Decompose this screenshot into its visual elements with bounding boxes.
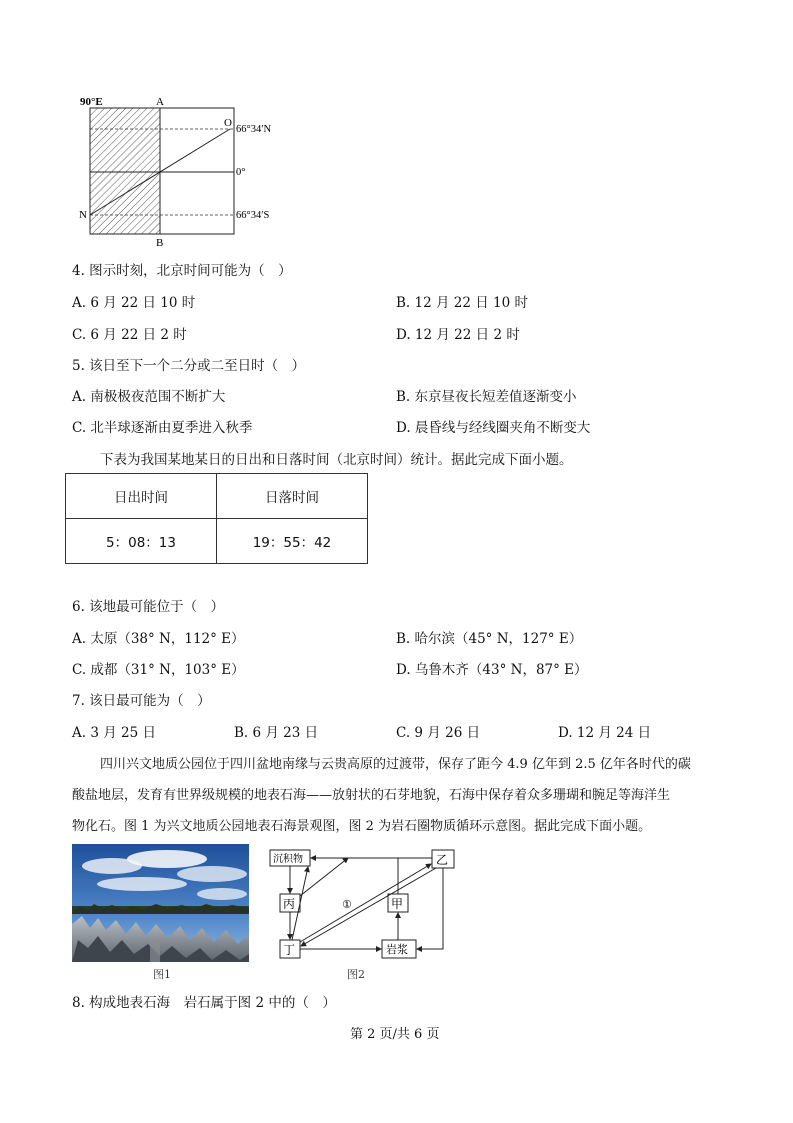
passage-line-3: 物化石。图 1 为兴文地质公园地表石海景观图，图 2 为岩石圈物质循环示意图。据此完成下面小题。 (72, 819, 652, 834)
question-4-stem: 4. 图示时刻，北京时间可能为（ ） (72, 263, 292, 279)
label-90e: 90°E (80, 96, 103, 108)
question-4-option-b: B. 12 月 22 日 10 时 (396, 295, 528, 311)
label-sediment: 沉积物 (273, 854, 303, 865)
label-equator: 0° (236, 167, 246, 178)
label-ding: 丁 (283, 943, 296, 957)
illumination-diagram (78, 92, 298, 252)
question-7-option-d: D. 12 月 24 日 (558, 725, 652, 741)
figure-1-caption: 图1 (153, 968, 171, 981)
question-5-option-c: C. 北半球逐渐由夏季进入秋季 (72, 420, 253, 436)
question-7-option-b: B. 6 月 23 日 (234, 725, 319, 741)
label-yi: 乙 (436, 853, 449, 867)
figure-2-caption: 图2 (347, 968, 365, 981)
label-bing: 丙 (283, 897, 296, 911)
question-5-option-b: B. 东京昼夜长短差值逐渐变小 (396, 389, 577, 405)
label-a: A (156, 96, 164, 108)
label-n: N (79, 209, 87, 221)
question-5-option-d: D. 晨昏线与经线圈夹角不断变大 (396, 420, 591, 436)
label-magma: 岩浆 (386, 943, 408, 956)
question-6-option-a: A. 太原（38° N，112° E） (72, 631, 245, 647)
table-cell-sunset: 19：55：42 (217, 519, 368, 564)
arrow-yi-to-magma (417, 868, 443, 949)
question-7-option-a: A. 3 月 25 日 (72, 725, 156, 741)
question-4-option-c: C. 6 月 22 日 2 时 (72, 327, 187, 343)
label-arctic-circle: 66°34′N (236, 124, 272, 135)
table-intro: 下表为我国某地某日的日出和日落时间（北京时间）统计。据此完成下面小题。 (100, 452, 573, 468)
table-header-sunset: 日落时间 (217, 474, 368, 519)
page-footer: 第 2 页/共 6 页 (350, 1027, 440, 1042)
question-4-option-d: D. 12 月 22 日 2 时 (396, 327, 520, 343)
question-6-option-c: C. 成都（31° N，103° E） (72, 662, 245, 678)
label-antarctic-circle: 66°34′S (236, 210, 270, 221)
label-o: O (224, 117, 232, 129)
question-8-stem: 8. 构成地表石海 岩石属于图 2 中的（ ） (72, 995, 336, 1011)
question-5-stem: 5. 该日至下一个二分或二至日时（ ） (72, 358, 306, 374)
passage-line-2: 酸盐地层，发育有世界级规模的地表石海——放射状的石芽地貌，石海中保存着众多珊瑚和腕足等海洋生 (72, 788, 671, 803)
table-header-sunrise: 日出时间 (66, 474, 217, 519)
sunrise-sunset-table (65, 473, 368, 564)
question-7-option-c: C. 9 月 26 日 (396, 725, 481, 741)
question-6-option-d: D. 乌鲁木齐（43° N，87° E） (396, 662, 588, 678)
question-6-stem: 6. 该地最可能位于（ ） (72, 599, 225, 615)
label-b: B (156, 237, 164, 249)
question-4-option-a: A. 6 月 22 日 10 时 (72, 295, 196, 311)
rock-cycle-diagram (268, 846, 458, 982)
table-cell-sunrise: 5：08：13 (66, 519, 217, 564)
question-5-option-a: A. 南极极夜范围不断扩大 (72, 389, 226, 405)
label-jia: 甲 (391, 897, 404, 911)
question-6-option-b: B. 哈尔滨（45° N，127° E） (396, 631, 583, 647)
passage-line-1: 四川兴文地质公园位于四川盆地南缘与云贵高原的过渡带，保存了距今 4.9 亿年到 2.5 亿年各时代的碳 (100, 757, 691, 772)
arrow-ding-to-yi (300, 864, 431, 942)
question-7-stem: 7. 该日最可能为（ ） (72, 693, 211, 709)
stone-forest-photo (72, 844, 249, 962)
label-circle-1: ① (342, 898, 352, 911)
